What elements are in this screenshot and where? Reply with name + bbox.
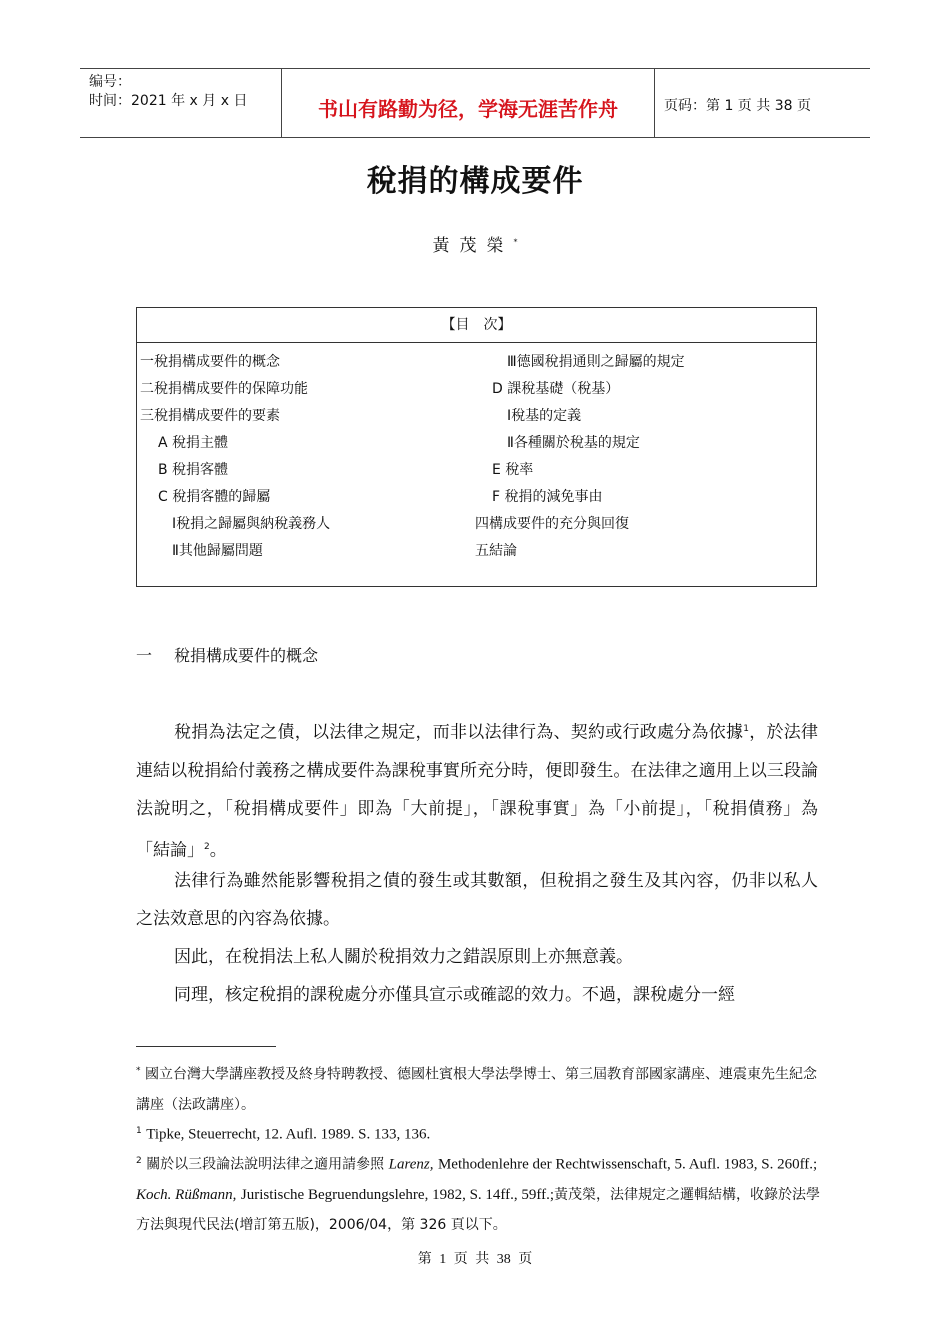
author-line: [0, 231, 950, 256]
footnote-text: Methodenlehre der Rechtwissenschaft, 5. Aufl. 1983, S. 260ff.;: [437, 1156, 818, 1173]
toc-item: 二稅捐構成要件的保障功能: [140, 381, 308, 397]
toc-item: Ⅱ各種關於稅基的規定: [507, 435, 640, 451]
footnote-author: Koch. Rüßmann,: [136, 1186, 237, 1203]
header-meta-cell: [80, 69, 282, 137]
footnote-text: Juristische Begruendungslehre, 1982, S. 14ff., 59ff.;: [240, 1186, 555, 1203]
footnote-text: 關於以三段論法說明法律之適用請參照: [146, 1156, 385, 1173]
paragraph: 同理，核定稅捐的課稅處分亦僅具宣示或確認的效力。不過，課稅處分一經: [174, 985, 735, 1005]
document-date: 时间：2021 年 x 月 x 日: [89, 93, 248, 109]
toc-item: D 課稅基礎（稅基）: [492, 381, 620, 397]
toc-item: Ⅰ稅基的定義: [507, 408, 582, 424]
toc-item: C 稅捐客體的歸屬: [158, 489, 271, 505]
section-number: 一: [136, 646, 153, 665]
paragraph-text: 。: [209, 840, 227, 861]
section-heading: [136, 643, 318, 666]
toc-heading: 【目 次】: [137, 308, 816, 343]
document-number-label: 编号：: [89, 74, 131, 90]
header-motto-cell: [282, 69, 655, 137]
toc-item: 四構成要件的充分與回復: [475, 516, 629, 532]
footnote-ref: 2: [204, 841, 210, 852]
footnote-text: 國立台灣大學講座教授及終身特聘教授、德國杜賓根大學法學博士、第三屆教育部國家講座、連震東先生紀念講座（法政講座）。: [136, 1066, 817, 1113]
paragraph-text: ，於法律連結以稅捐給付義務之構成要件為課稅事實所充分時，便即發生。在法律之適用上以三段論法說明之，「稅捐構成要件」即為「大前提」，「課稅事實」為「小前提」，「稅捐債務」為「結論」: [136, 722, 819, 861]
footnote-author: Larenz,: [388, 1156, 434, 1173]
toc-item: 五結論: [475, 543, 517, 559]
section-title: 稅捐構成要件的概念: [174, 646, 319, 665]
header-motto: 书山有路勤为径，学海无涯苦作舟: [318, 97, 618, 121]
footnote-mark: *: [136, 1066, 141, 1076]
footnote-text: Tipke, Steuerrecht, 12. Aufl. 1989. S. 133, 136.: [146, 1126, 431, 1143]
toc-item: F 稅捐的減免事由: [492, 489, 603, 505]
toc-item: 一稅捐構成要件的概念: [140, 354, 280, 370]
footnote-mark: 1: [136, 1126, 142, 1136]
paragraph-text: 稅捐為法定之債，以法律之規定，而非以法律行為、契約或行政處分為依據: [174, 722, 744, 743]
table-of-contents: [136, 307, 817, 587]
toc-item: 三稅捐構成要件的要素: [140, 408, 280, 424]
paragraph: 因此，在稅捐法上私人關於稅捐效力之錯誤原則上亦無意義。: [174, 947, 633, 967]
header-page-info: 页码：第 1 页 共 38 页: [664, 98, 811, 114]
author-name: 黃茂榮: [432, 236, 514, 256]
footnote-mark: 2: [136, 1156, 142, 1166]
author-footnote-mark: *: [513, 237, 518, 247]
toc-item: B 稅捐客體: [158, 462, 229, 478]
page-footer: 第 1 页 共 38 页: [417, 1252, 533, 1267]
header-page-cell: [655, 69, 870, 137]
toc-item: E 稅率: [492, 462, 534, 478]
footnote: [136, 1116, 826, 1150]
toc-item: Ⅰ稅捐之歸屬與納稅義務人: [172, 516, 331, 532]
toc-item: Ⅲ德國稅捐通則之歸屬的規定: [507, 354, 685, 370]
footnote-separator: [136, 1046, 276, 1047]
document-header: [80, 68, 870, 138]
paragraph: [136, 710, 818, 869]
page-title: 稅捐的構成要件: [366, 164, 584, 199]
paragraph: 法律行為雖然能影響稅捐之債的發生或其數額，但稅捐之發生及其內容，仍非以私人之法效意思的內容為依據。: [136, 871, 818, 929]
footnote-ref: 1: [743, 724, 749, 734]
footnote-text: 黃茂榮，法律規定之邏輯結構，收錄於法學方法與現代民法(增訂第五版)，2006/04，第 326 頁以下。: [136, 1186, 821, 1233]
toc-item: Ⅱ其他歸屬問題: [172, 543, 263, 559]
footnote: [136, 1056, 826, 1120]
footnote: [136, 1146, 826, 1240]
toc-item: A 稅捐主體: [158, 435, 229, 451]
